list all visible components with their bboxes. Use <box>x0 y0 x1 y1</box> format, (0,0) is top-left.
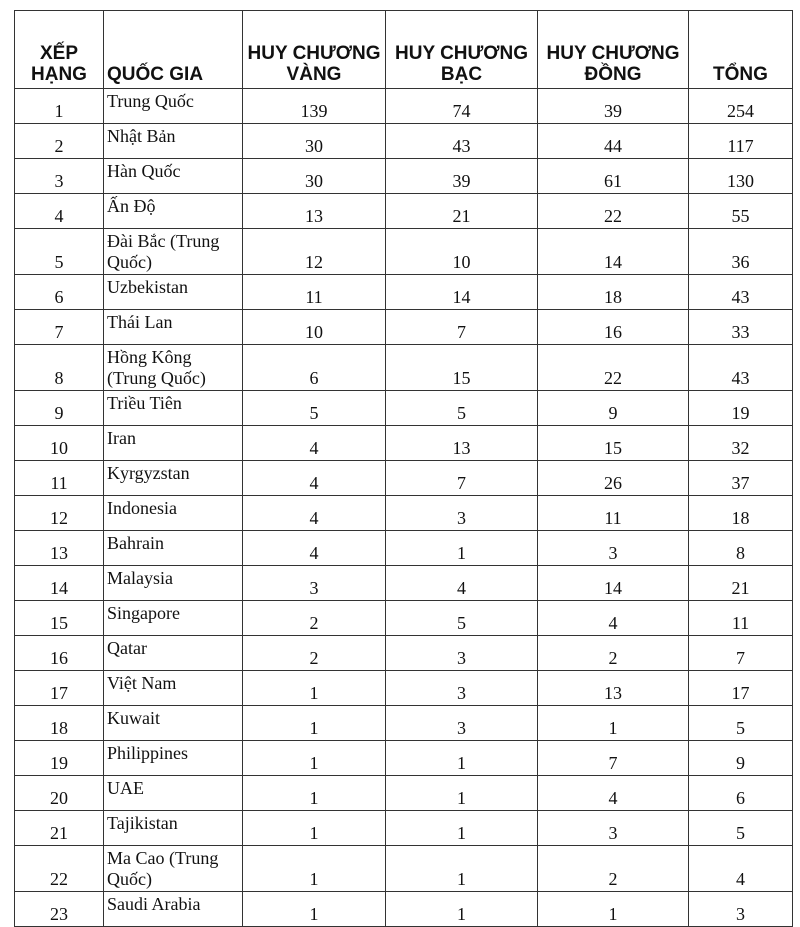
rank-cell: 1 <box>15 89 104 124</box>
rank-cell: 18 <box>15 706 104 741</box>
country-cell: Malaysia <box>104 566 243 601</box>
total-cell: 19 <box>689 391 793 426</box>
table-row <box>15 310 793 345</box>
total-cell: 130 <box>689 159 793 194</box>
bronze-cell: 16 <box>538 310 689 345</box>
gold-cell: 1 <box>243 892 386 927</box>
table-row <box>15 275 793 310</box>
gold-cell: 6 <box>243 345 386 391</box>
total-cell: 43 <box>689 345 793 391</box>
country-cell: Saudi Arabia <box>104 892 243 927</box>
table-header-row <box>15 11 793 89</box>
bronze-cell: 4 <box>538 776 689 811</box>
total-cell: 4 <box>689 846 793 892</box>
total-cell: 43 <box>689 275 793 310</box>
country-cell: Qatar <box>104 636 243 671</box>
total-cell: 5 <box>689 811 793 846</box>
bronze-cell: 3 <box>538 811 689 846</box>
country-cell: Iran <box>104 426 243 461</box>
table-row <box>15 671 793 706</box>
silver-cell: 1 <box>386 741 538 776</box>
table-row <box>15 391 793 426</box>
rank-cell: 4 <box>15 194 104 229</box>
silver-cell: 1 <box>386 776 538 811</box>
table-row <box>15 159 793 194</box>
silver-header: HUY CHƯƠNG BẠC <box>386 11 538 89</box>
gold-cell: 12 <box>243 229 386 275</box>
rank-cell: 11 <box>15 461 104 496</box>
rank-cell: 9 <box>15 391 104 426</box>
table-row <box>15 531 793 566</box>
silver-cell: 1 <box>386 892 538 927</box>
rank-cell: 7 <box>15 310 104 345</box>
silver-cell: 4 <box>386 566 538 601</box>
total-cell: 254 <box>689 89 793 124</box>
gold-cell: 1 <box>243 846 386 892</box>
total-cell: 17 <box>689 671 793 706</box>
bronze-cell: 7 <box>538 741 689 776</box>
silver-cell: 7 <box>386 310 538 345</box>
rank-cell: 15 <box>15 601 104 636</box>
medal-table-container <box>14 10 792 927</box>
table-row <box>15 461 793 496</box>
rank-cell: 6 <box>15 275 104 310</box>
country-header: QUỐC GIA <box>104 11 243 89</box>
silver-cell: 1 <box>386 811 538 846</box>
silver-cell: 13 <box>386 426 538 461</box>
silver-cell: 43 <box>386 124 538 159</box>
rank-cell: 14 <box>15 566 104 601</box>
silver-cell: 15 <box>386 345 538 391</box>
bronze-cell: 61 <box>538 159 689 194</box>
total-cell: 55 <box>689 194 793 229</box>
rank-cell: 19 <box>15 741 104 776</box>
country-cell: Hàn Quốc <box>104 159 243 194</box>
total-cell: 9 <box>689 741 793 776</box>
gold-cell: 4 <box>243 461 386 496</box>
bronze-cell: 14 <box>538 229 689 275</box>
table-row <box>15 194 793 229</box>
bronze-cell: 2 <box>538 846 689 892</box>
country-cell: Uzbekistan <box>104 275 243 310</box>
country-cell: Thái Lan <box>104 310 243 345</box>
table-row <box>15 601 793 636</box>
total-cell: 8 <box>689 531 793 566</box>
gold-cell: 11 <box>243 275 386 310</box>
bronze-cell: 11 <box>538 496 689 531</box>
gold-cell: 1 <box>243 706 386 741</box>
country-cell: Tajikistan <box>104 811 243 846</box>
rank-cell: 20 <box>15 776 104 811</box>
country-cell: Indonesia <box>104 496 243 531</box>
country-cell: Nhật Bản <box>104 124 243 159</box>
table-row <box>15 426 793 461</box>
table-row <box>15 846 793 892</box>
total-cell: 7 <box>689 636 793 671</box>
total-cell: 11 <box>689 601 793 636</box>
silver-cell: 3 <box>386 636 538 671</box>
rank-cell: 5 <box>15 229 104 275</box>
silver-cell: 14 <box>386 275 538 310</box>
bronze-cell: 14 <box>538 566 689 601</box>
bronze-cell: 3 <box>538 531 689 566</box>
table-row <box>15 89 793 124</box>
total-cell: 37 <box>689 461 793 496</box>
rank-cell: 2 <box>15 124 104 159</box>
rank-cell: 3 <box>15 159 104 194</box>
gold-cell: 3 <box>243 566 386 601</box>
total-cell: 33 <box>689 310 793 345</box>
country-cell: Singapore <box>104 601 243 636</box>
rank-cell: 13 <box>15 531 104 566</box>
total-cell: 36 <box>689 229 793 275</box>
rank-header: XẾP HẠNG <box>15 11 104 89</box>
bronze-cell: 39 <box>538 89 689 124</box>
gold-cell: 30 <box>243 124 386 159</box>
gold-cell: 1 <box>243 776 386 811</box>
gold-cell: 13 <box>243 194 386 229</box>
silver-cell: 7 <box>386 461 538 496</box>
silver-cell: 5 <box>386 391 538 426</box>
silver-cell: 3 <box>386 496 538 531</box>
table-row <box>15 892 793 927</box>
silver-cell: 5 <box>386 601 538 636</box>
gold-cell: 5 <box>243 391 386 426</box>
rank-cell: 8 <box>15 345 104 391</box>
bronze-cell: 13 <box>538 671 689 706</box>
table-row <box>15 229 793 275</box>
medal-table <box>14 10 793 927</box>
table-row <box>15 124 793 159</box>
gold-header: HUY CHƯƠNG VÀNG <box>243 11 386 89</box>
country-cell: Đài Bắc (Trung Quốc) <box>104 229 243 275</box>
country-cell: Bahrain <box>104 531 243 566</box>
bronze-cell: 9 <box>538 391 689 426</box>
total-cell: 5 <box>689 706 793 741</box>
rank-cell: 22 <box>15 846 104 892</box>
total-cell: 117 <box>689 124 793 159</box>
gold-cell: 2 <box>243 636 386 671</box>
rank-cell: 10 <box>15 426 104 461</box>
bronze-cell: 26 <box>538 461 689 496</box>
bronze-cell: 18 <box>538 275 689 310</box>
gold-cell: 10 <box>243 310 386 345</box>
total-cell: 18 <box>689 496 793 531</box>
gold-cell: 4 <box>243 426 386 461</box>
table-row <box>15 345 793 391</box>
bronze-cell: 1 <box>538 706 689 741</box>
table-row <box>15 566 793 601</box>
silver-cell: 10 <box>386 229 538 275</box>
silver-cell: 3 <box>386 706 538 741</box>
country-cell: Việt Nam <box>104 671 243 706</box>
country-cell: Triều Tiên <box>104 391 243 426</box>
silver-cell: 39 <box>386 159 538 194</box>
silver-cell: 21 <box>386 194 538 229</box>
table-row <box>15 496 793 531</box>
bronze-header: HUY CHƯƠNG ĐỒNG <box>538 11 689 89</box>
country-cell: Hồng Kông (Trung Quốc) <box>104 345 243 391</box>
table-row <box>15 741 793 776</box>
total-header: TỔNG <box>689 11 793 89</box>
rank-cell: 21 <box>15 811 104 846</box>
country-cell: Trung Quốc <box>104 89 243 124</box>
bronze-cell: 4 <box>538 601 689 636</box>
country-cell: Kuwait <box>104 706 243 741</box>
silver-cell: 1 <box>386 846 538 892</box>
bronze-cell: 22 <box>538 345 689 391</box>
silver-cell: 74 <box>386 89 538 124</box>
rank-cell: 12 <box>15 496 104 531</box>
total-cell: 3 <box>689 892 793 927</box>
gold-cell: 139 <box>243 89 386 124</box>
country-cell: Ma Cao (Trung Quốc) <box>104 846 243 892</box>
gold-cell: 2 <box>243 601 386 636</box>
table-row <box>15 706 793 741</box>
gold-cell: 1 <box>243 671 386 706</box>
gold-cell: 1 <box>243 811 386 846</box>
gold-cell: 30 <box>243 159 386 194</box>
total-cell: 32 <box>689 426 793 461</box>
rank-cell: 17 <box>15 671 104 706</box>
bronze-cell: 15 <box>538 426 689 461</box>
rank-cell: 23 <box>15 892 104 927</box>
silver-cell: 3 <box>386 671 538 706</box>
table-row <box>15 811 793 846</box>
silver-cell: 1 <box>386 531 538 566</box>
country-cell: Philippines <box>104 741 243 776</box>
bronze-cell: 2 <box>538 636 689 671</box>
country-cell: Kyrgyzstan <box>104 461 243 496</box>
total-cell: 21 <box>689 566 793 601</box>
bronze-cell: 44 <box>538 124 689 159</box>
table-row <box>15 636 793 671</box>
bronze-cell: 22 <box>538 194 689 229</box>
bronze-cell: 1 <box>538 892 689 927</box>
table-row <box>15 776 793 811</box>
gold-cell: 4 <box>243 496 386 531</box>
rank-cell: 16 <box>15 636 104 671</box>
country-cell: Ấn Độ <box>104 194 243 229</box>
total-cell: 6 <box>689 776 793 811</box>
country-cell: UAE <box>104 776 243 811</box>
gold-cell: 1 <box>243 741 386 776</box>
gold-cell: 4 <box>243 531 386 566</box>
